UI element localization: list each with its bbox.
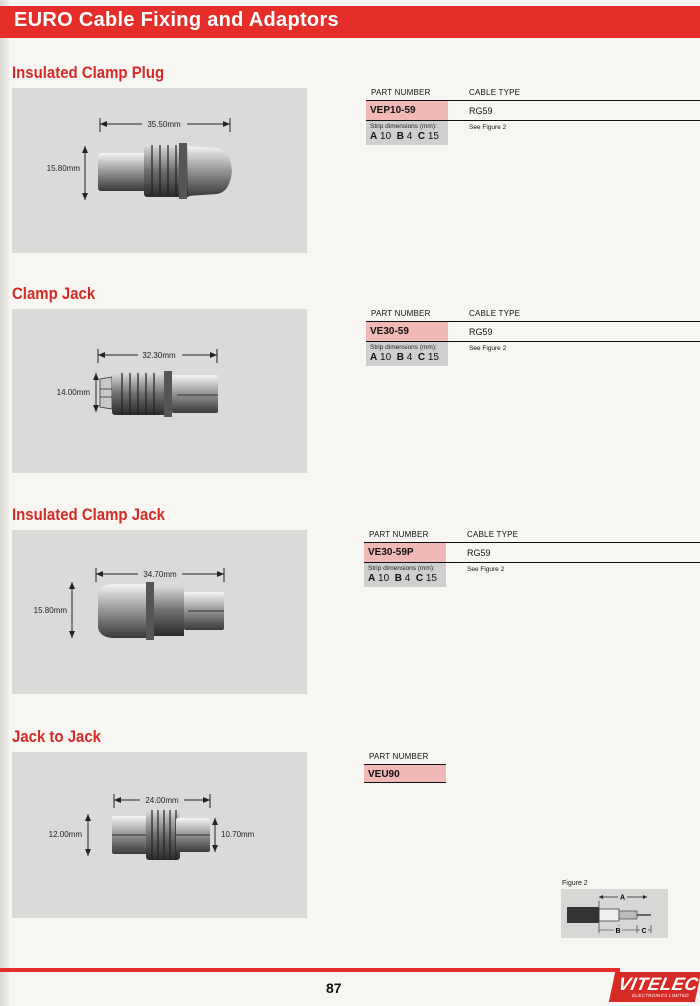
cable-type-value: RG59 xyxy=(469,106,493,116)
width-dimension-label: 35.50mm xyxy=(147,120,181,129)
strip-dimensions xyxy=(364,563,446,587)
strip-c-key: C xyxy=(415,573,424,584)
section-title-clamp-jack: Clamp Jack xyxy=(12,284,96,303)
height-dimension-label: 14.00mm xyxy=(56,388,90,397)
part-number-value: VEP10-59 xyxy=(366,101,448,120)
logo-text: VITELEC xyxy=(616,974,700,994)
width-dimension-label: 32.30mm xyxy=(142,351,176,360)
strip-c-value: 15 xyxy=(427,131,439,142)
part-number-value: VEU90 xyxy=(364,764,446,783)
figure-2-strip-diagram xyxy=(561,889,668,938)
strip-a-value: 10 xyxy=(380,352,392,363)
right-dimension-label: 10.70mm xyxy=(221,830,255,839)
insulated-clamp-jack-drawing xyxy=(12,530,307,694)
page-title: EURO Cable Fixing and Adaptors xyxy=(14,9,339,31)
strip-b-value: 4 xyxy=(406,352,413,363)
section-title-insulated-clamp-plug: Insulated Clamp Plug xyxy=(12,63,165,82)
clamp-jack-drawing xyxy=(12,309,307,473)
column-header-cable-type: CABLE TYPE xyxy=(469,309,521,318)
product-image-insulated-clamp-jack xyxy=(12,530,307,694)
strip-dimensions xyxy=(366,342,448,366)
page-number: 87 xyxy=(326,980,342,996)
strip-b-key: B xyxy=(396,352,404,363)
table-row xyxy=(366,100,700,121)
insulated-clamp-plug-connector xyxy=(98,143,232,199)
vitelec-logo xyxy=(609,972,700,1002)
figure-2-c-label: C xyxy=(641,928,647,935)
strip-c-key: C xyxy=(417,131,426,142)
jack-to-jack-connector xyxy=(112,810,210,860)
strip-a-key: A xyxy=(368,573,376,584)
jack-to-jack-drawing xyxy=(12,752,307,918)
footer-rule xyxy=(0,968,620,972)
left-dimension-label: 12.00mm xyxy=(48,830,82,839)
cable-type-value: RG59 xyxy=(469,327,493,337)
figure-2-b-label: B xyxy=(615,928,621,935)
product-image-clamp-jack xyxy=(12,309,307,473)
table-row xyxy=(366,321,700,342)
column-header-part-number: PART NUMBER xyxy=(369,752,429,761)
page-header xyxy=(0,6,700,38)
height-dimension-label: 15.80mm xyxy=(33,606,67,615)
strip-c-value: 15 xyxy=(427,352,439,363)
column-header-part-number: PART NUMBER xyxy=(369,530,429,539)
product-image-jack-to-jack xyxy=(12,752,307,918)
insulated-clamp-jack-connector xyxy=(98,582,224,640)
logo-subtext: ELECTRONICS LIMITED xyxy=(631,993,690,998)
section-title-jack-to-jack: Jack to Jack xyxy=(12,727,102,746)
width-dimension-label: 24.00mm xyxy=(145,796,179,805)
strip-dimensions-label: Strip dimensions (mm): xyxy=(368,565,435,572)
see-figure-note: See Figure 2 xyxy=(469,124,507,131)
strip-a-key: A xyxy=(370,131,378,142)
column-header-cable-type: CABLE TYPE xyxy=(467,530,519,539)
column-header-part-number: PART NUMBER xyxy=(371,309,431,318)
product-image-insulated-clamp-plug xyxy=(12,88,307,253)
section-title-insulated-clamp-jack: Insulated Clamp Jack xyxy=(12,505,165,524)
figure-2-label: Figure 2 xyxy=(562,880,588,887)
strip-b-value: 4 xyxy=(404,573,411,584)
strip-a-key: A xyxy=(370,352,378,363)
column-header-cable-type: CABLE TYPE xyxy=(469,88,521,97)
table-row xyxy=(364,764,446,783)
cable-type-value: RG59 xyxy=(467,548,491,558)
strip-b-value: 4 xyxy=(406,131,413,142)
height-dimension-label: 15.80mm xyxy=(46,164,80,173)
insulated-clamp-plug-drawing xyxy=(12,88,307,253)
table-row xyxy=(364,542,700,563)
part-number-value: VE30-59 xyxy=(366,322,448,341)
see-figure-note: See Figure 2 xyxy=(467,566,505,573)
strip-a-value: 10 xyxy=(378,573,390,584)
strip-dimensions-label: Strip dimensions (mm): xyxy=(370,123,437,130)
strip-dimensions-label: Strip dimensions (mm): xyxy=(370,344,437,351)
figure-2-a-label: A xyxy=(619,894,626,902)
column-header-part-number: PART NUMBER xyxy=(371,88,431,97)
binder-edge xyxy=(0,0,9,1006)
see-figure-note: See Figure 2 xyxy=(469,345,507,352)
strip-a-value: 10 xyxy=(380,131,392,142)
strip-b-key: B xyxy=(394,573,402,584)
width-dimension-label: 34.70mm xyxy=(143,570,177,579)
strip-c-value: 15 xyxy=(425,573,437,584)
strip-c-key: C xyxy=(417,352,426,363)
strip-dimensions xyxy=(366,121,448,145)
clamp-jack-connector xyxy=(100,371,218,417)
figure-2-drawing xyxy=(561,889,668,938)
part-number-value: VE30-59P xyxy=(364,543,446,562)
strip-b-key: B xyxy=(396,131,404,142)
